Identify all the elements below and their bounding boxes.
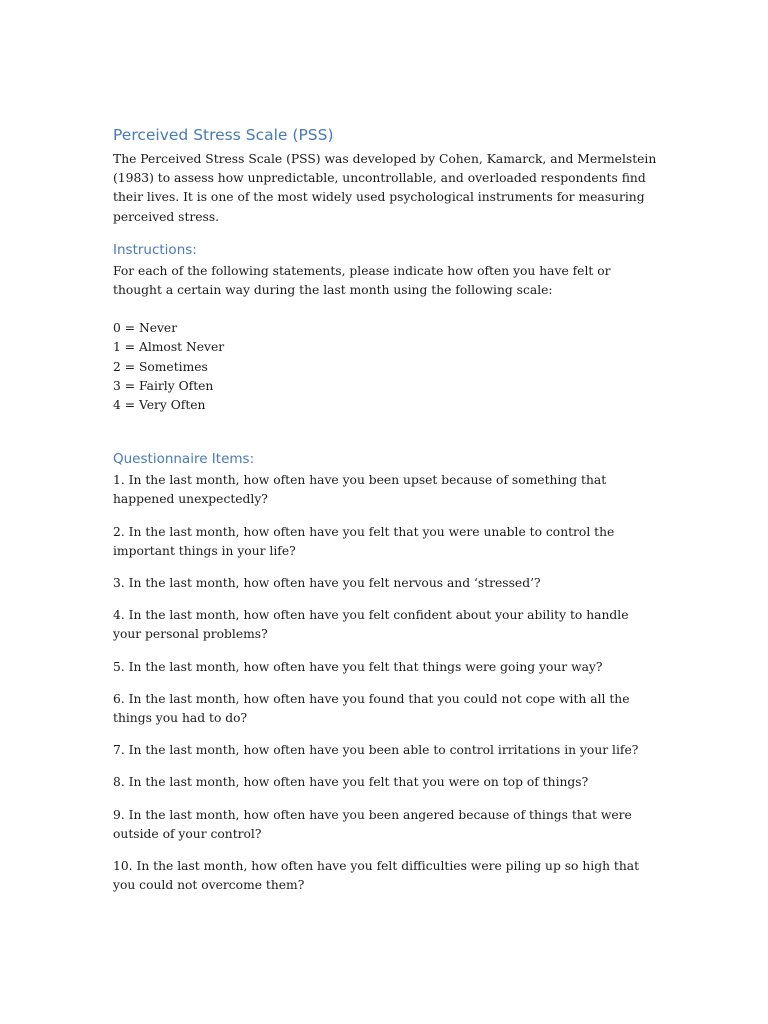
scale-item-0: 0 = Never — [113, 321, 178, 336]
scale-item-4: 4 = Very Often — [113, 398, 206, 413]
document-title: Perceived Stress Scale (PSS) — [113, 126, 334, 144]
questionnaire-item-4: 4. In the last month, how often have you felt confident about your ability to handle your personal problems? — [113, 608, 629, 642]
rating-scale-list — [113, 319, 658, 415]
questionnaire-item-7: 7. In the last month, how often have you been able to control irritations in your life? — [113, 743, 639, 758]
questionnaire-item-2: 2. In the last month, how often have you felt that you were unable to control the important things in your life? — [113, 524, 615, 558]
intro-paragraph: The Perceived Stress Scale (PSS) was developed by Cohen, Kamarck, and Mermelstein (1983) to assess how unpredictable, uncontrollable, and overloaded respondents find their lives. It is one of the most widely used psychological instruments for measuring perceived stress. — [113, 152, 657, 224]
questionnaire-item-8: 8. In the last month, how often have you felt that you were on top of things? — [113, 775, 589, 790]
questionnaire-item-10: 10. In the last month, how often have you felt difficulties were piling up so high that you could not overcome them? — [113, 859, 640, 893]
questionnaire-item-3: 3. In the last month, how often have you felt nervous and ‘stressed’? — [113, 576, 541, 591]
questionnaire-item-5: 5. In the last month, how often have you felt that things were going your way? — [113, 659, 603, 674]
questionnaire-item-1: 1. In the last month, how often have you been upset because of something that happened unexpectedly? — [113, 473, 607, 507]
scale-item-2: 2 = Sometimes — [113, 359, 208, 374]
questionnaire-heading: Questionnaire Items: — [113, 451, 255, 468]
questionnaire-item-9: 9. In the last month, how often have you been angered because of things that were outside of your control? — [113, 807, 632, 841]
scale-item-1: 1 = Almost Never — [113, 340, 225, 355]
instructions-paragraph: For each of the following statements, please indicate how often you have felt or thought a certain way during the last month using the following scale: — [113, 263, 611, 298]
scale-item-3: 3 = Fairly Often — [113, 378, 214, 393]
document-page — [113, 124, 658, 908]
questionnaire-items-list — [113, 471, 658, 895]
questionnaire-item-6: 6. In the last month, how often have you found that you could not cope with all the things you had to do? — [113, 691, 630, 726]
instructions-heading: Instructions: — [113, 241, 197, 258]
